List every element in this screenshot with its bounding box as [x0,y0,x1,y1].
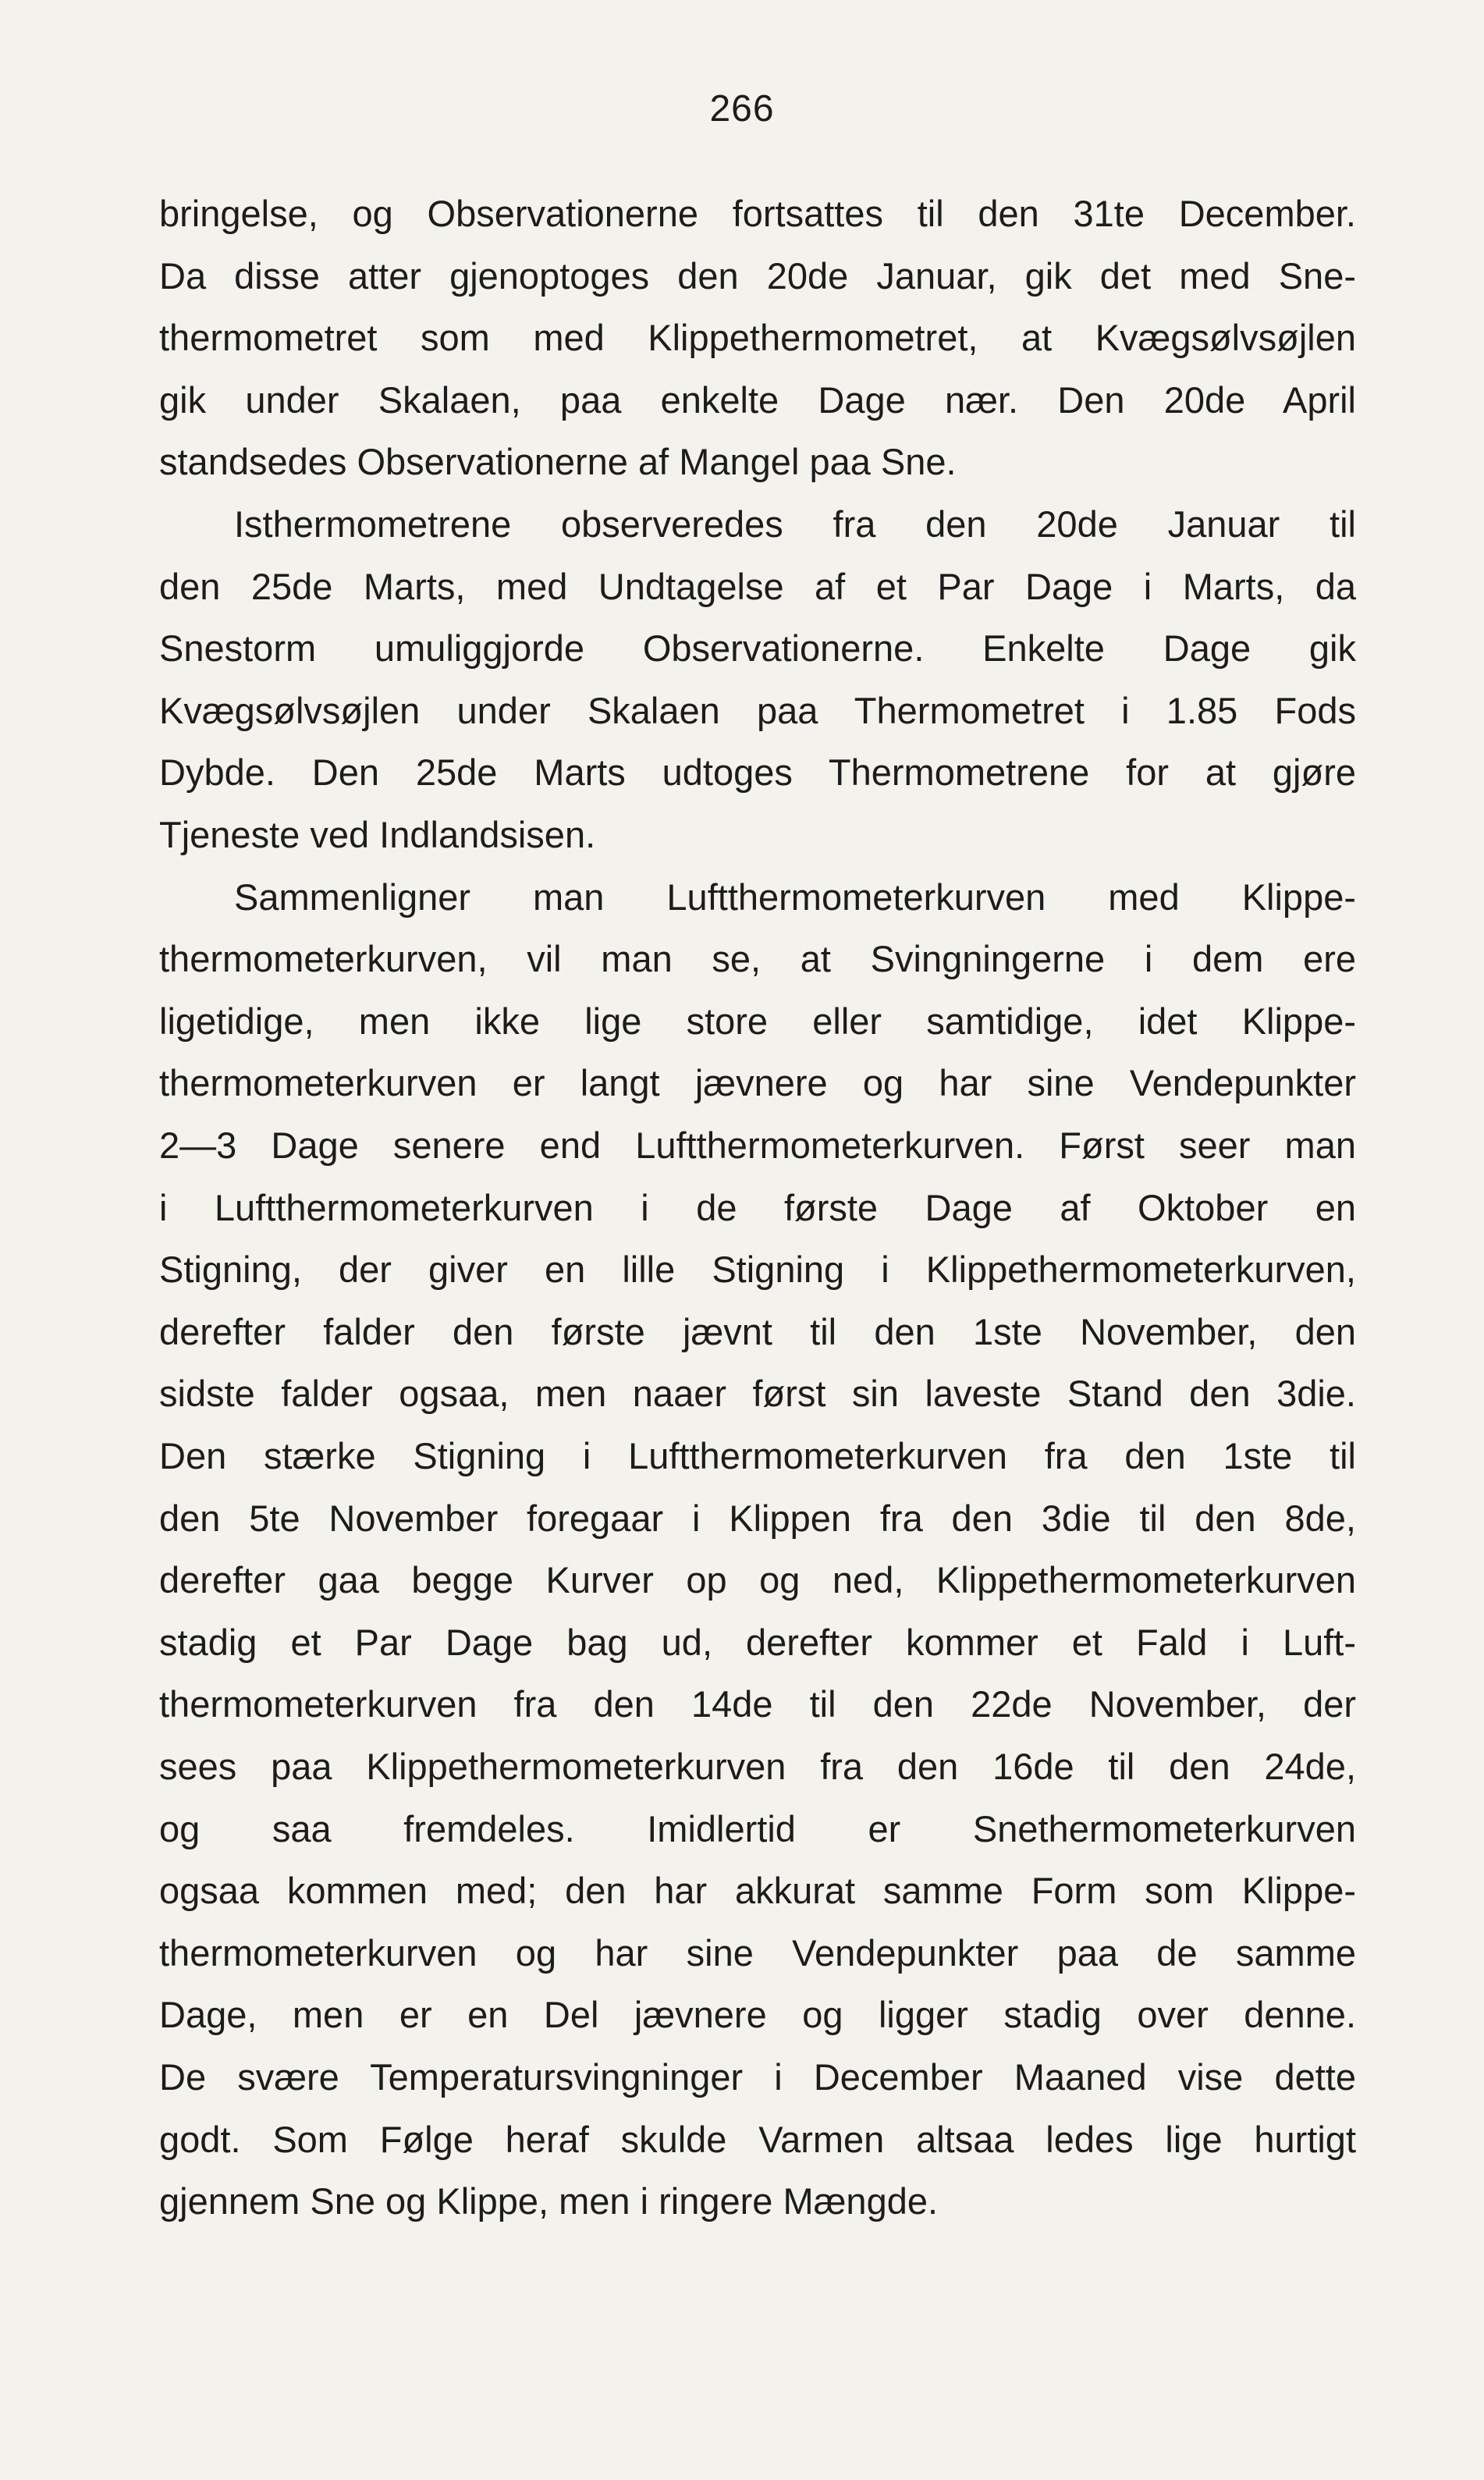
text-line: thermometerkurven er langt jævnere og har sine Vendepunkter [159,1062,1356,1103]
text-line: thermometerkurven, vil man se, at Svingningerne i dem ere [159,938,1356,979]
text-line: Tjeneste ved Indlandsisen. [159,814,596,855]
text-line: Isthermometrene observeredes fra den 20de Januar til [234,503,1356,545]
text-line: og saa fremdeles. Imidlertid er Snethermometerkurven [159,1808,1356,1849]
text-line: De svære Temperatursvingninger i December Maaned vise dette [159,2056,1356,2098]
page-number: 266 [709,88,775,130]
text-line: gjennem Sne og Klippe, men i ringere Mængde. [159,2180,939,2222]
text-line: stadig et Par Dage bag ud, derefter kommer et Fald i Luft- [159,1622,1356,1663]
text-line: Da disse atter gjenoptoges den 20de Januar, gik det med Sne- [159,255,1356,297]
text-line: derefter gaa begge Kurver op og ned, Klippethermometerkurven [159,1559,1356,1601]
text-line: i Luftthermometerkurven i de første Dage af Oktober en [159,1187,1356,1228]
text-line: Stigning, der giver en lille Stigning i Klippethermometerkurven, [159,1249,1356,1290]
text-line: Dage, men er en Del jævnere og ligger stadig over denne. [159,1994,1356,2035]
text-line: derefter falder den første jævnt til den 1ste November, den [159,1311,1356,1352]
text-line: standsedes Observationerne af Mangel paa Sne. [159,441,957,482]
text-line: sees paa Klippethermometerkurven fra den 16de til den 24de, [159,1746,1356,1787]
text-line: Kvægsølvsøjlen under Skalaen paa Thermometret i 1.85 Fods [159,690,1356,731]
text-line: ogsaa kommen med; den har akkurat samme Form som Klippe- [159,1870,1356,1911]
text-line: 2—3 Dage senere end Luftthermometerkurven. Først seer man [159,1125,1356,1166]
text-line: Snestorm umuliggjorde Observationerne. Enkelte Dage gik [159,627,1356,669]
text-line: thermometerkurven fra den 14de til den 22de November, der [159,1683,1356,1725]
text-line: thermometret som med Klippethermometret, at Kvægsølvsøjlen [159,317,1356,358]
text-line: sidste falder ogsaa, men naaer først sin laveste Stand den 3die. [159,1373,1356,1414]
text-line: Sammenligner man Luftthermometerkurven med Klippe- [234,876,1356,918]
text-line: bringelse, og Observationerne fortsattes til den 31te December. [159,193,1356,234]
text-line: Den stærke Stigning i Luftthermometerkurven fra den 1ste til [159,1435,1356,1476]
text-line: den 25de Marts, med Undtagelse af et Par Dage i Marts, da [159,566,1356,607]
text-line: ligetidige, men ikke lige store eller samtidige, idet Klippe- [159,1000,1356,1042]
text-line: godt. Som Følge heraf skulde Varmen altsaa ledes lige hurtigt [159,2119,1356,2160]
text-line: Dybde. Den 25de Marts udtoges Thermometrene for at gjøre [159,751,1356,793]
text-line: den 5te November foregaar i Klippen fra den 3die til den 8de, [159,1498,1356,1539]
text-line: thermometerkurven og har sine Vendepunkter paa de samme [159,1932,1356,1974]
text-line: gik under Skalaen, paa enkelte Dage nær. Den 20de April [159,379,1356,421]
